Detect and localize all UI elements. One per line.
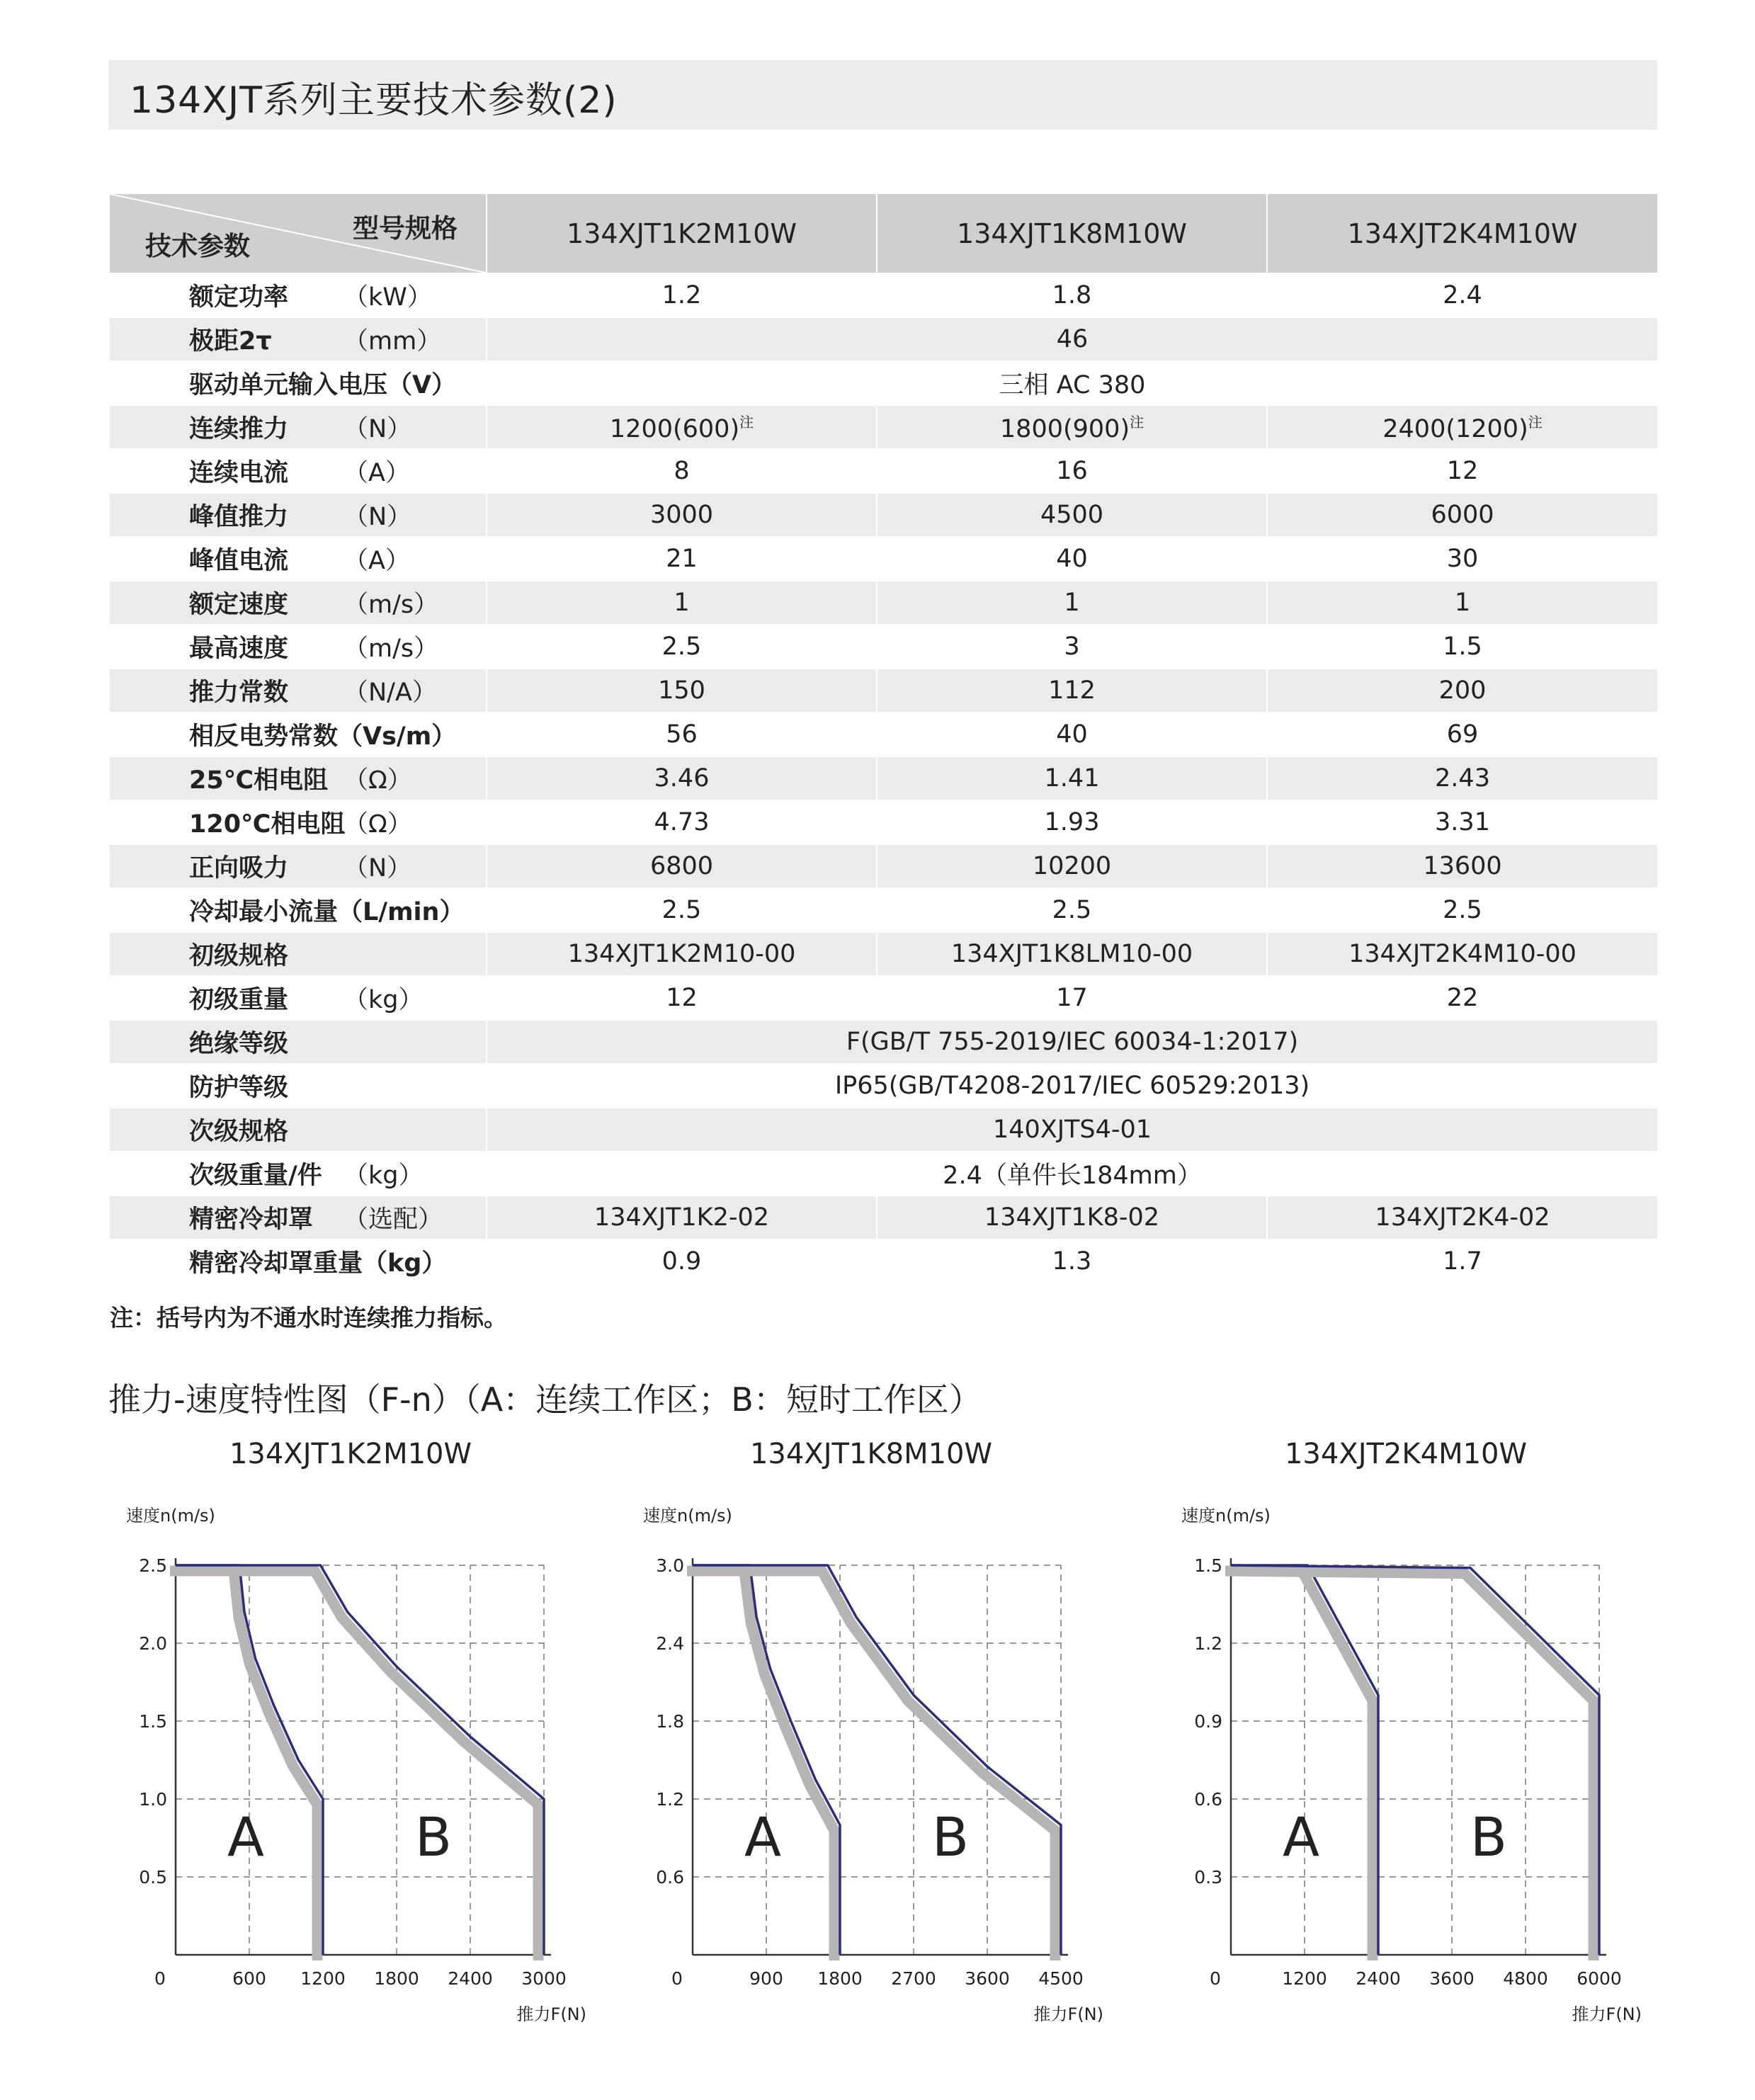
value-text: 2.5 [1052,896,1092,924]
corner-model-label: 型号规格 [353,213,458,244]
value-cell [877,976,1267,1020]
y-tick-label: 1.2 [1194,1633,1222,1654]
value-text: 17 [1056,984,1088,1012]
y-tick-label: 1.0 [139,1789,167,1810]
value-text: 134XJT1K2-02 [593,1203,770,1232]
value-text: 3 [1064,632,1080,661]
value-text: 134XJT2K4M10-00 [1348,940,1577,968]
y-tick-label: 0.5 [139,1867,167,1888]
x-axis-label: 推力F(N) [1572,2004,1642,2024]
title-bar [108,60,1657,130]
value-text: 16 [1056,457,1088,485]
param-name-cell [109,361,487,405]
region-label-b: B [1470,1805,1508,1868]
param-unit: （A） [343,547,410,575]
value-text: 1.41 [1044,764,1100,793]
param-name-cell [109,800,487,844]
value-cell [487,493,877,537]
param-name: 额定速度 [189,591,289,619]
value-text: 6800 [649,852,714,880]
chart-title: 134XJT1K2M10W [229,1438,472,1470]
x-axis-label: 推力F(N) [516,2004,586,2024]
footnote: 注：括号内为不通水时连续推力指标。 [110,1304,507,1332]
param-name-cell [109,713,487,756]
value-cell [877,844,1267,888]
model-header: 134XJT2K4M10W [1267,193,1658,273]
table-row [109,361,1658,405]
value-cell [1267,625,1658,669]
param-unit: （N） [343,854,412,882]
value-cell [877,493,1267,537]
param-name: 极距2τ [189,327,272,356]
param-name: 防护等级 [189,1074,289,1102]
value-text: 13600 [1423,852,1502,880]
page-title: 134XJT系列主要技术参数(2) [130,79,618,122]
param-name: 次级规格 [189,1118,289,1146]
x-tick-label: 2400 [448,1968,493,1989]
param-name: 相反电势常数（Vs/m） [189,722,457,751]
value-text: 1.2 [661,281,702,310]
value-cell [877,669,1267,713]
table-header-row [109,193,1658,273]
table-row [109,493,1658,537]
value-cell-merged: 三相 AC 380 [487,361,1658,405]
param-name-cell [109,581,487,625]
param-name-cell [109,1064,487,1108]
param-name-cell [109,1239,487,1283]
value-cell-merged: 2.4（单件长184mm） [487,1152,1658,1196]
value-text: 2.5 [661,896,702,924]
param-name: 初级重量 [189,986,289,1014]
curve-band-B [1225,1571,1594,1960]
value-cell [1267,273,1658,317]
y-tick-label: 0.6 [656,1867,684,1888]
param-name: 峰值电流 [189,547,289,575]
value-cell [487,405,877,449]
x-tick-label: 2400 [1356,1968,1401,1989]
x-tick-label: 3000 [521,1968,567,1989]
value-cell [487,756,877,800]
param-name: 次级重量/件 [189,1162,322,1190]
curve-band-A [170,1571,317,1960]
table-row [109,1020,1658,1064]
param-unit: （N/A） [343,679,437,707]
value-cell [877,756,1267,800]
param-name-cell [109,844,487,888]
x-tick-label: 1800 [374,1968,419,1989]
force-speed-chart [623,1502,1176,2040]
value-text: 12 [666,984,698,1012]
value-cell [877,405,1267,449]
param-unit: （Ω） [343,810,412,839]
param-name-cell [109,669,487,713]
region-label-b: B [931,1805,970,1868]
value-cell [877,932,1267,976]
value-text: 22 [1446,984,1479,1012]
param-name-cell [109,317,487,361]
value-cell [1267,888,1658,932]
x-tick-label: 0 [1210,1968,1221,1989]
value-cell-merged: F(GB/T 755-2019/IEC 60034-1:2017) [487,1020,1658,1064]
y-axis-label: 速度n(m/s) [1181,1506,1271,1526]
value-text: 2.43 [1435,764,1490,793]
value-cell [487,888,877,932]
value-text: 2400(1200) [1382,415,1528,443]
param-name: 绝缘等级 [189,1030,289,1058]
value-text: 56 [666,720,698,749]
param-name: 初级规格 [189,942,289,970]
value-cell [487,449,877,493]
y-tick-label: 2.4 [656,1633,684,1654]
param-name: 峰值推力 [189,503,289,531]
spec-table [108,193,1659,1284]
value-text: 1.7 [1443,1247,1482,1276]
param-name-cell [109,273,487,317]
table-row [109,537,1658,581]
param-unit: （选配） [343,1205,443,1234]
param-name-cell [109,756,487,800]
value-cell [487,669,877,713]
param-name-cell [109,493,487,537]
value-text: 2.5 [661,632,702,661]
value-cell [1267,1196,1658,1239]
chart-title: 134XJT1K8M10W [749,1438,993,1470]
table-row [109,625,1658,669]
curve-band-B [170,1571,538,1960]
value-cell [1267,756,1658,800]
table-row [109,317,1658,361]
value-text: 3.31 [1435,808,1490,836]
value-cell [877,449,1267,493]
region-label-a: A [1283,1805,1319,1868]
value-cell [1267,976,1658,1020]
param-name: 推力常数 [189,679,289,707]
value-text: 21 [666,545,698,573]
value-text: 4.73 [654,808,710,836]
param-name-cell [109,1196,487,1239]
y-tick-label: 0.6 [1194,1789,1222,1810]
model-header: 134XJT1K2M10W [487,193,877,273]
value-cell [1267,449,1658,493]
param-name: 120℃相电阻 [189,810,346,839]
y-tick-label: 0.3 [1194,1867,1222,1888]
y-tick-label: 2.5 [139,1555,167,1576]
y-tick-label: 1.8 [656,1711,684,1732]
x-tick-label: 1800 [817,1968,863,1989]
param-unit: （mm） [343,327,442,356]
param-unit: （Ω） [343,766,412,795]
value-text: 2.4 [1443,281,1482,310]
table-row [109,1064,1658,1108]
table-row [109,932,1658,976]
table-row [109,581,1658,625]
value-text: 69 [1446,720,1479,749]
param-name: 连续电流 [189,459,289,487]
value-text: 1.3 [1052,1247,1092,1276]
region-label-a: A [227,1805,264,1868]
param-name-cell [109,1108,487,1152]
param-name: 驱动单元输入电压（V） [189,371,457,399]
value-cell [1267,1239,1658,1283]
value-cell [487,713,877,756]
param-unit: （kW） [343,283,432,312]
section-title: 推力-速度特性图（F-n）（A：连续工作区；B：短时工作区） [108,1380,982,1419]
value-cell-merged: 46 [487,317,1658,361]
param-name-cell [109,405,487,449]
y-axis-label: 速度n(m/s) [126,1506,215,1526]
value-cell [487,976,877,1020]
table-row [109,1108,1658,1152]
value-cell [1267,713,1658,756]
x-tick-label: 4800 [1503,1968,1548,1989]
y-tick-label: 1.5 [139,1711,167,1732]
value-text: 1 [674,589,690,617]
value-text: 1.5 [1443,632,1482,661]
value-cell [877,625,1267,669]
value-text: 4500 [1040,501,1104,529]
table-row [109,976,1658,1020]
corner-param-label: 技术参数 [145,231,250,261]
value-cell [877,537,1267,581]
value-cell [487,932,877,976]
x-tick-label: 1200 [1282,1968,1327,1989]
param-name: 连续推力 [189,415,289,443]
value-cell [1267,493,1658,537]
value-cell [1267,405,1658,449]
x-tick-label: 4500 [1038,1968,1084,1989]
param-name: 精密冷却罩重量（kg） [189,1249,447,1278]
table-corner-cell [109,193,487,273]
value-cell [487,1196,877,1239]
x-axis-label: 推力F(N) [1033,2004,1103,2024]
y-tick-label: 1.2 [656,1789,684,1810]
value-cell [1267,932,1658,976]
param-unit: （N） [343,415,412,443]
x-tick-label: 3600 [1429,1968,1475,1989]
value-text: 134XJT1K2M10-00 [567,940,796,968]
table-row [109,800,1658,844]
table-row [109,449,1658,493]
table-row [109,844,1658,888]
value-text: 30 [1446,545,1479,573]
y-tick-label: 1.5 [1194,1555,1222,1576]
value-text: 1.93 [1044,808,1100,836]
value-text: 134XJT1K8LM10-00 [950,940,1193,968]
x-tick-label: 0 [154,1968,166,1989]
force-speed-chart [1162,1502,1714,2040]
value-text: 150 [658,676,705,705]
table-row [109,405,1658,449]
model-header: 134XJT1K8M10W [877,193,1267,273]
value-cell [487,273,877,317]
value-cell [877,800,1267,844]
value-cell [487,537,877,581]
param-name: 精密冷却罩 [189,1205,314,1234]
value-cell [487,1239,877,1283]
region-label-a: A [744,1805,781,1868]
value-text: 0.9 [661,1247,702,1276]
value-cell [1267,844,1658,888]
param-name-cell [109,449,487,493]
value-text: 112 [1048,676,1096,705]
value-text: 40 [1056,545,1088,573]
value-cell-merged: 140XJTS4-01 [487,1108,1658,1152]
table-row [109,1152,1658,1196]
value-cell [487,581,877,625]
value-cell [877,713,1267,756]
param-name-cell [109,932,487,976]
curve-band-A [1225,1571,1373,1960]
value-text: 134XJT2K4-02 [1375,1203,1550,1232]
y-axis-label: 速度n(m/s) [643,1506,732,1526]
value-cell [877,581,1267,625]
note-mark: 注 [1528,414,1543,431]
param-name: 最高速度 [189,635,289,663]
param-unit: （m/s） [343,635,439,663]
value-cell [877,273,1267,317]
value-text: 1200(600) [609,415,740,443]
param-name: 正向吸力 [189,854,289,882]
y-tick-label: 2.0 [139,1633,167,1654]
value-text: 1 [1064,589,1080,617]
curve-band-B [687,1571,1055,1960]
value-cell [1267,800,1658,844]
param-unit: （kg） [343,1162,424,1190]
value-cell [487,625,877,669]
x-tick-label: 3600 [965,1968,1010,1989]
table-body [109,273,1658,1283]
value-text: 3.46 [654,764,710,793]
x-tick-label: 900 [749,1968,783,1989]
param-name-cell [109,1020,487,1064]
table-row [109,1196,1658,1239]
value-text: 8 [674,457,690,485]
value-text: 134XJT1K8-02 [984,1203,1160,1232]
param-unit: （A） [343,459,410,487]
value-text: 1 [1454,589,1471,617]
region-label-b: B [414,1805,453,1868]
param-unit: （m/s） [343,591,439,619]
value-cell [1267,537,1658,581]
value-cell [877,1239,1267,1283]
param-unit: （N） [343,503,412,531]
x-tick-label: 6000 [1577,1968,1622,1989]
force-speed-chart [106,1502,659,2040]
value-cell [1267,669,1658,713]
value-text: 200 [1438,676,1487,705]
value-text: 6000 [1431,501,1494,529]
param-name-cell [109,625,487,669]
value-text: 40 [1056,720,1088,749]
table-row [109,669,1658,713]
value-text: 2.5 [1443,896,1482,924]
value-cell-merged: IP65(GB/T4208-2017/IEC 60529:2013) [487,1064,1658,1108]
value-cell [877,1196,1267,1239]
value-text: 1.8 [1052,281,1092,310]
note-mark: 注 [739,414,754,431]
value-text: 1800(900) [999,415,1130,443]
param-name-cell [109,976,487,1020]
param-name: 额定功率 [189,283,289,312]
note-mark: 注 [1130,414,1145,431]
value-cell [877,888,1267,932]
chart-title: 134XJT2K4M10W [1284,1438,1528,1470]
x-tick-label: 600 [232,1968,266,1989]
x-tick-label: 1200 [300,1968,346,1989]
param-name: 冷却最小流量（L/min） [189,898,465,926]
value-cell [1267,581,1658,625]
param-unit: （kg） [343,986,424,1014]
param-name-cell [109,537,487,581]
param-name-cell [109,888,487,932]
table-row [109,888,1658,932]
y-tick-label: 0.9 [1194,1711,1222,1732]
table-row [109,756,1658,800]
x-tick-label: 2700 [891,1968,936,1989]
x-tick-label: 0 [671,1968,683,1989]
param-name-cell [109,1152,487,1196]
value-text: 3000 [649,501,714,529]
value-cell [487,800,877,844]
table-row [109,713,1658,756]
y-tick-label: 3.0 [656,1555,684,1576]
value-cell [487,844,877,888]
table-row [109,273,1658,317]
value-text: 12 [1446,457,1479,485]
param-name: 25℃相电阻 [189,766,329,795]
table-row [109,1239,1658,1283]
value-text: 10200 [1032,852,1112,880]
curve-B [1231,1565,1599,1955]
